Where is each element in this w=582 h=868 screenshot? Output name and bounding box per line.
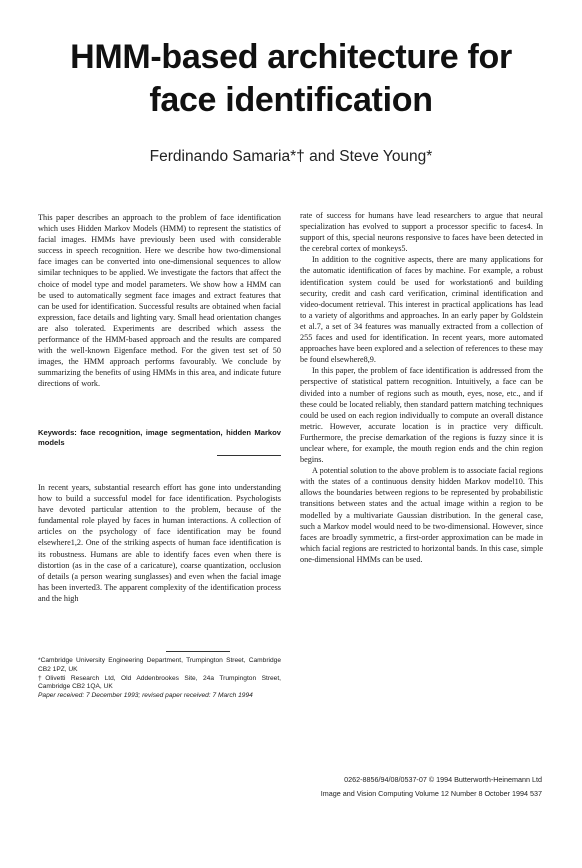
title-line-1: HMM-based architecture for <box>70 38 512 76</box>
intro-paragraph-1: In recent years, substantial research effort has gone into understanding how to build a successful model for face identification. Psychologists have devoted particular attention to the problem, because of the fundamental role played by faces in human interactions. A collection of articles on the psychology of face identification may be found elsewhere1,2. One of the striking aspects of human face identification is its robustness. Humans are able to identify faces even when there is distortion (as in the case of a caricature), coarse quantization, occlusion of details (a person wearing sunglasses) and even when the facial image has been inverted3. The apparent complexity of the identification process and the high <box>38 483 281 603</box>
copyright-line: 0262-8856/94/08/0537-07 © 1994 Butterworth-Heinemann Ltd <box>344 775 542 784</box>
title-line-2: face identification <box>149 81 433 119</box>
authors: Ferdinando Samaria*† and Steve Young* <box>149 148 433 165</box>
journal-line: Image and Vision Computing Volume 12 Number 8 October 1994 537 <box>320 789 542 798</box>
right-paragraph-4: A potential solution to the above problem is to associate facial regions with the states of a continuous density hidden Markov model10. This allows the boundaries between regions to be represented by probabilistic transitions between states and the actual image within a region to be modelled by a multivariate Gaussian distribution. In the general case, such a Markov model would need to be two-dimensional. However, since faces are broadly symmetric, a first-order approximation can be made in which facial regions are restricted to horizontal bands. In this case, simple one-dimensional HMMs can be used. <box>300 466 543 564</box>
section-divider <box>217 455 281 456</box>
keywords-label: Keywords: <box>38 428 77 437</box>
right-paragraph-2: In addition to the cognitive aspects, there are many applications for the automatic identification of faces by machine. For example, a robust identification system could be used for workstation6 and building security, credit and cash card verification, criminal identification and video-document retrieval. This interest in practical applications has lead to a variety of algorithms and approaches. In an early paper by Goldstein et al.7, a set of 34 features was manually extracted from a collection of 255 faces and used for identification. In recent years, more automated approaches have been explored and a selection of references to these may be found elsewhere8,9. <box>300 255 543 365</box>
footnote-divider <box>166 651 230 652</box>
paper-title <box>0 36 582 122</box>
footnote-affiliation-2: †Olivetti Research Ltd, Old Addenbrookes Site, 24a Trumpington Street, Cambridge CB2 1QA, UK <box>38 674 281 691</box>
right-paragraph-3: In this paper, the problem of face identification is addressed from the perspective of statistical pattern recognition. Intuitively, a face can be divided into a number of regions such as mouth, eyes, nose, etc., and if these could be located reliably, then standard pattern matching techniques could be used on each region individually to compute an overall distance metric. However, accurate location is in practice very difficult. Furthermore, the precise demarkation of the regions is fuzzy since it is unclear where, for example, the mouth region ends and the chin region begins. <box>300 366 543 465</box>
right-paragraph-1: rate of success for humans have lead researchers to argue that neural specialization has evolved to support a processor specific to faces4. In support of this, special neurons responsive to faces have been detected in the cerebral cortex of monkeys5. <box>300 211 543 254</box>
footnote-affiliation-1: *Cambridge University Engineering Department, Trumpington Street, Cambridge CB2 1PZ, UK <box>38 657 281 673</box>
footnote-received: Paper received: 7 December 1993; revised paper received: 7 March 1994 <box>38 692 253 700</box>
footnotes <box>38 657 281 701</box>
keywords <box>38 428 281 449</box>
keywords-text: face recognition, image segmentation, hidden Markov models <box>38 428 281 448</box>
right-column <box>300 210 543 565</box>
abstract-text: This paper describes an approach to the problem of face identification which uses Hidden Markov Models (HMM) to represent the statistics of facial images. HMMs have previously been used with considerable success in speech recognition. Here we describe how two-dimensional face images can be converted into one-dimensional sequences to allow similar techniques to be applied. We investigate the factors that affect the choice of model type and model parameters. We show how a HMM can be used to automatically segment face images and extract features that can be used for identification. Successful results are obtained when facial expression, face details and lighting vary. Small head orientation changes are also tolerated. Experiments are described which assess the performance of the HMM-based approach and the results are compared with the well-known Eigenface method. For the given test set of 50 images, the HMM approach performs favourably. We conclude by summarizing the benefits of using HMMs in this area, and indicate future directions of work. <box>38 213 281 389</box>
introduction-column <box>38 482 281 604</box>
abstract <box>38 212 281 390</box>
